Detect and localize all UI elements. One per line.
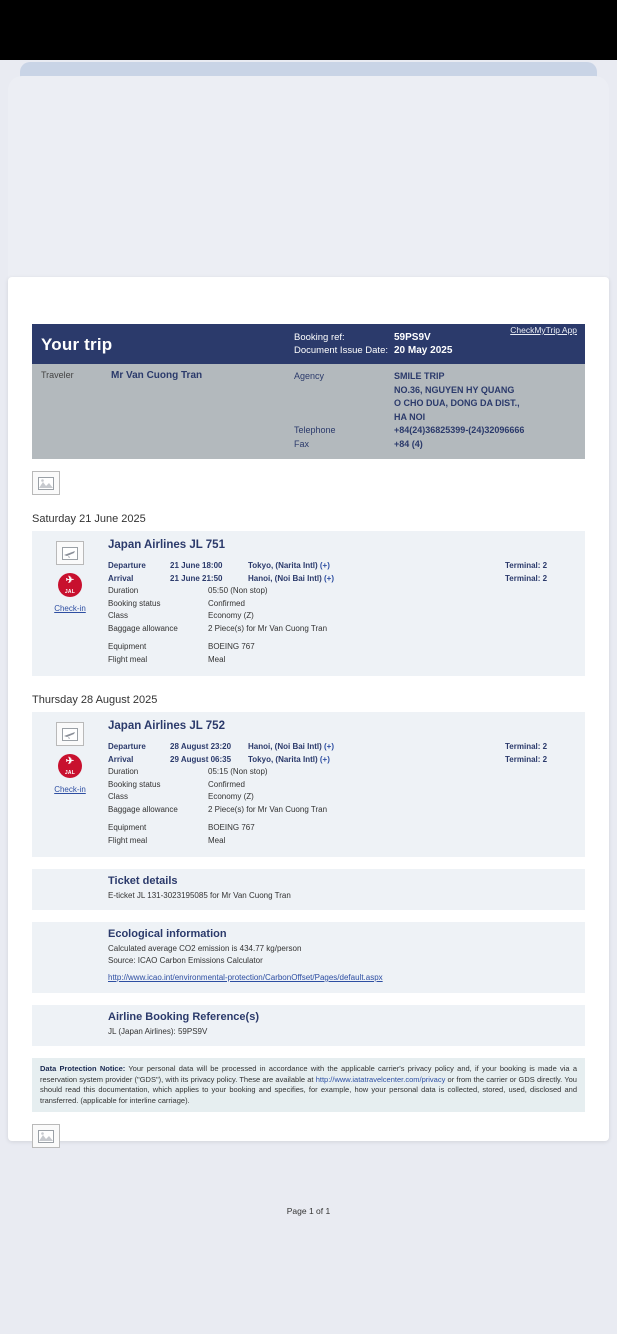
booking-status-value: Confirmed	[208, 779, 245, 789]
baggage-value: 2 Piece(s) for Mr Van Cuong Tran	[208, 804, 328, 814]
equipment-value: BOEING 767	[208, 823, 255, 832]
class-row	[108, 610, 577, 623]
page-footer: Page 1 of 1	[286, 1206, 331, 1216]
agency-line-4: HA NOI	[394, 411, 426, 422]
departure-city: Tokyo, (Narita Intl)	[248, 561, 318, 570]
fax-label: Fax	[294, 438, 310, 449]
icao-calculator-link[interactable]: http://www.icao.int/environmental-protection/CarbonOffset/Pages/default.aspx	[108, 973, 383, 982]
arrival-plus: (+)	[324, 573, 335, 583]
meal-row	[108, 835, 577, 848]
flight-left-column	[32, 539, 108, 666]
departure-plus: (+)	[324, 742, 335, 751]
traveler-name: Mr Van Cuong Tran	[111, 370, 203, 381]
departure-row	[108, 560, 577, 573]
agency-line-2: NO.36, NGUYEN HY QUANG	[394, 384, 515, 395]
browser-viewport-blank	[8, 76, 609, 286]
segment-date-heading: Saturday 21 June 2025	[32, 513, 146, 525]
agency-labels	[294, 370, 394, 451]
check-in-link[interactable]: Check-in	[54, 604, 86, 613]
departure-terminal: Terminal: 2	[505, 742, 548, 751]
duration-value: 05:50 (Non stop)	[208, 586, 268, 595]
fax-value: +84 (4)	[394, 438, 423, 449]
equipment-label: Equipment	[108, 642, 147, 651]
issue-date-row	[294, 344, 585, 357]
header-fields	[294, 324, 585, 364]
baggage-row	[108, 623, 577, 636]
notice-text-1: Your personal data will be processed in accordance with the applicable carrier's privacy policy and, if your booking is made via a reservation system provider ("GDS"), with its privacy policy. These are available at	[40, 1064, 577, 1084]
departure-row	[108, 741, 577, 754]
arrival-time: 29 August 06:35	[170, 754, 232, 764]
meal-label: Flight meal	[108, 654, 148, 664]
arrival-row	[108, 573, 577, 586]
duration-row	[108, 766, 577, 779]
duration-label: Duration	[108, 586, 139, 595]
ecological-section	[32, 922, 585, 993]
iata-privacy-link[interactable]: http://www.iatatravelcenter.com/privacy	[315, 1074, 446, 1084]
flight-segment	[32, 531, 585, 676]
baggage-value: 2 Piece(s) for Mr Van Cuong Tran	[208, 623, 328, 633]
ecological-title: Ecological information	[108, 928, 227, 940]
booking-ref-value: 59PS9V	[394, 332, 431, 343]
flight-number: Japan Airlines JL 752	[108, 720, 225, 732]
departure-label: Departure	[108, 742, 146, 751]
check-in-link[interactable]: Check-in	[54, 785, 86, 794]
departure-label: Departure	[108, 561, 146, 570]
duration-value: 05:15 (Non stop)	[208, 767, 268, 776]
agency-line-1: SMILE TRIP	[394, 371, 445, 381]
baggage-row	[108, 804, 577, 817]
booking-status-value: Confirmed	[208, 598, 245, 608]
flight-details	[108, 720, 585, 847]
ecological-line-2: Source: ICAO Carbon Emissions Calculator	[108, 956, 263, 965]
arrival-plus: (+)	[319, 754, 330, 764]
agency-label: Agency	[294, 371, 325, 381]
traveler-band	[32, 364, 585, 459]
class-label: Class	[108, 792, 129, 801]
airline-booking-line: JL (Japan Airlines): 59PS9V	[108, 1027, 208, 1036]
flight-segment	[32, 712, 585, 857]
booking-ref-label: Booking ref:	[294, 332, 345, 343]
flight-details	[108, 539, 585, 666]
meal-value: Meal	[208, 835, 226, 845]
arrival-label: Arrival	[108, 754, 134, 764]
departure-time: 28 August 23:20	[170, 742, 232, 751]
notice-heading: Data Protection Notice:	[40, 1064, 126, 1073]
agency-line-3: O CHO DUA, DONG DA DIST.,	[394, 398, 520, 408]
broken-image-icon	[32, 471, 60, 495]
itinerary-document	[8, 277, 609, 1216]
telephone-value: +84(24)36825399-(24)32096666	[394, 425, 525, 435]
ecological-line-1: Calculated average CO2 emission is 434.77 kg/person	[108, 944, 302, 953]
class-value: Economy (Z)	[208, 792, 254, 801]
baggage-label: Baggage allowance	[108, 804, 178, 814]
airline-logo-icon: ✈ JAL	[58, 573, 82, 597]
arrival-terminal: Terminal: 2	[505, 754, 548, 764]
arrival-terminal: Terminal: 2	[505, 573, 548, 583]
booking-status-label: Booking status	[108, 598, 161, 608]
telephone-label: Telephone	[294, 425, 336, 435]
airline-booking-title: Airline Booking Reference(s)	[108, 1011, 259, 1023]
booking-status-label: Booking status	[108, 779, 161, 789]
equipment-row	[108, 822, 577, 835]
traveler-label: Traveler	[41, 370, 74, 380]
departure-time: 21 June 18:00	[170, 561, 223, 570]
page-title: Your trip	[41, 335, 113, 354]
duration-label: Duration	[108, 767, 139, 776]
agency-values	[394, 370, 524, 451]
meal-row	[108, 654, 577, 667]
meal-label: Flight meal	[108, 835, 148, 845]
issue-date-label: Document Issue Date:	[294, 345, 388, 356]
meal-value: Meal	[208, 654, 226, 664]
airline-logo-icon: ✈ JAL	[58, 754, 82, 778]
flight-left-column	[32, 720, 108, 847]
ticket-details-line: E-ticket JL 131-3023195085 for Mr Van Cuong Tran	[108, 891, 291, 900]
arrival-city: Tokyo, (Narita Intl)	[248, 754, 318, 764]
plane-image-icon	[56, 541, 84, 565]
class-label: Class	[108, 611, 129, 620]
arrival-label: Arrival	[108, 573, 134, 583]
equipment-row	[108, 641, 577, 654]
equipment-value: BOEING 767	[208, 642, 255, 651]
segment-date-heading: Thursday 28 August 2025	[32, 694, 158, 706]
booking-status-row	[108, 779, 577, 792]
departure-terminal: Terminal: 2	[505, 561, 548, 570]
data-protection-notice	[32, 1058, 585, 1112]
baggage-label: Baggage allowance	[108, 623, 178, 633]
airline-booking-section	[32, 1005, 585, 1046]
departure-city: Hanoi, (Noi Bai Intl)	[248, 742, 322, 751]
class-value: Economy (Z)	[208, 611, 254, 620]
checkmytrip-app-link[interactable]: CheckMyTrip App	[510, 325, 577, 335]
ticket-details-title: Ticket details	[108, 875, 178, 887]
equipment-label: Equipment	[108, 823, 147, 832]
departure-plus: (+)	[319, 561, 330, 570]
arrival-city: Hanoi, (Noi Bai Intl)	[248, 573, 322, 583]
class-row	[108, 791, 577, 804]
arrival-time: 21 June 21:50	[170, 573, 223, 583]
booking-status-row	[108, 598, 577, 611]
ticket-details-section	[32, 869, 585, 910]
traveler-info	[32, 370, 294, 451]
notice-text-2: or from the carrier or GDS directly. You should read this documentation, which applies to your booking and specifies, for example, how your personal data is collected, stored, used, disclosed and transferred. (applicable for interline carriage).	[40, 1074, 577, 1105]
flight-number: Japan Airlines JL 751	[108, 539, 225, 551]
document-header	[32, 324, 585, 364]
duration-row	[108, 585, 577, 598]
arrival-row	[108, 754, 577, 767]
broken-image-icon-bottom	[32, 1124, 60, 1148]
plane-image-icon	[56, 722, 84, 746]
agency-info	[294, 370, 585, 451]
issue-date-value: 20 May 2025	[394, 345, 453, 356]
